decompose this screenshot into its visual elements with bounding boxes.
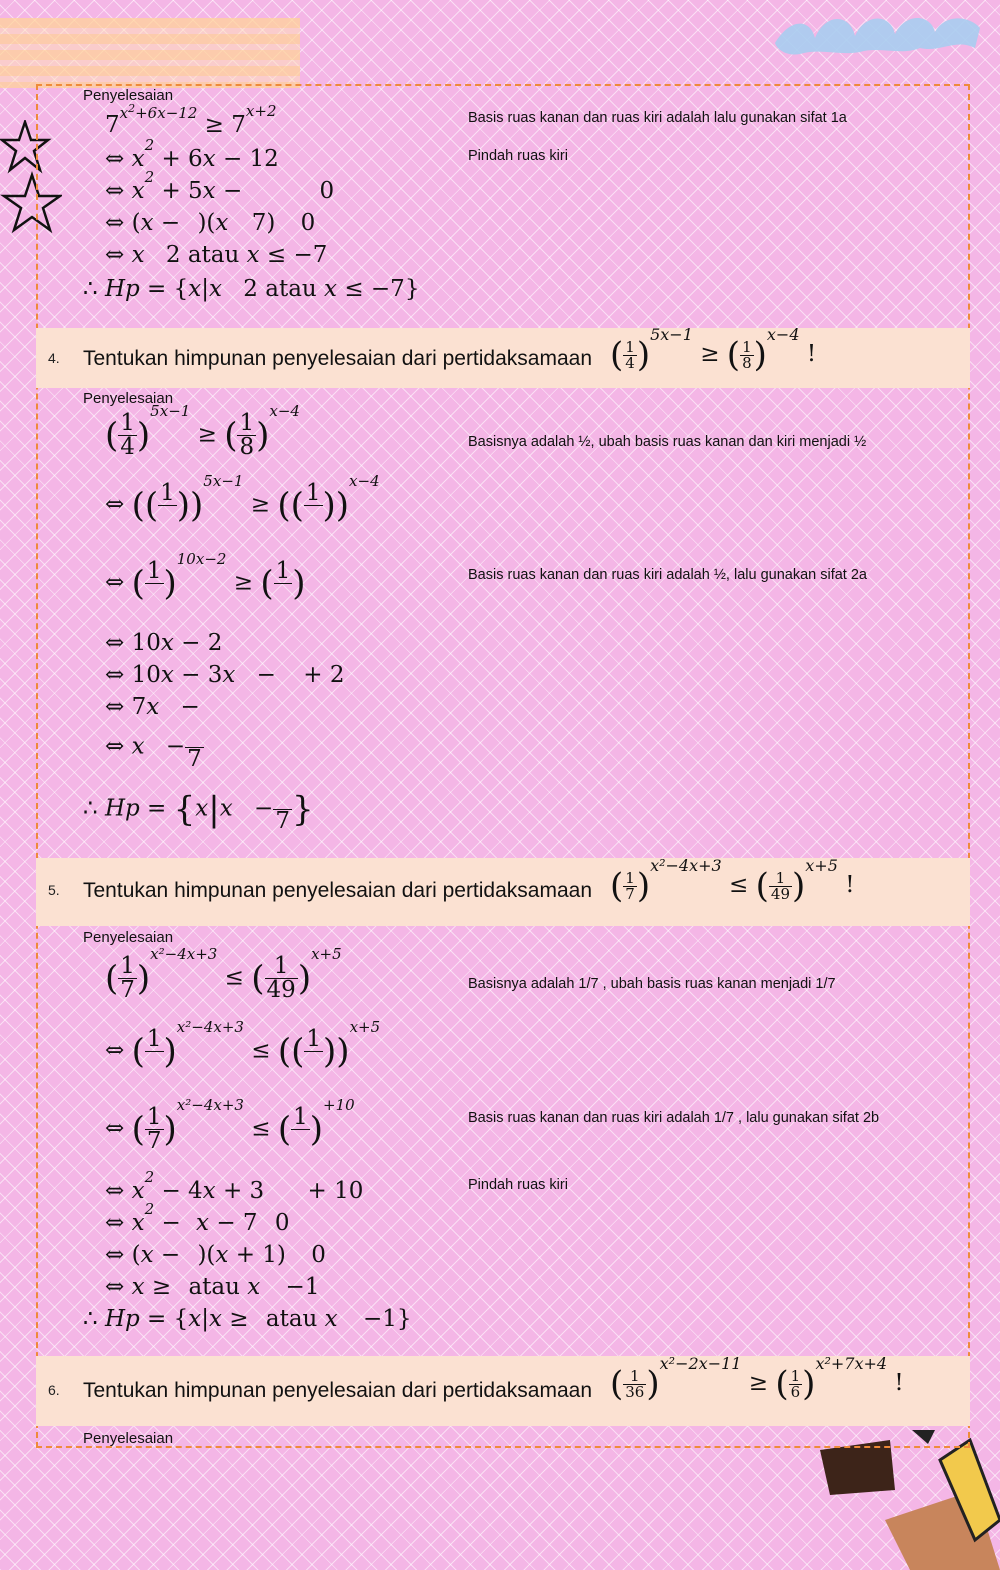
highlighter-markers-decoration xyxy=(800,1430,1000,1570)
math-line: ⇔ $x^2 - x - 7$ 0 xyxy=(105,1200,290,1236)
math-line: ( $\frac{1}{4}$ )$^{5x-1}$ ≥ ( $\frac{1}{8}$ )$^{x-4}$ xyxy=(105,402,300,460)
solution-label: Penyelesaian xyxy=(83,929,174,946)
question-inequality: ( $\frac{1}{7}$ )$^{x^2-4x+3}$ ≤ ( $\frac{1}{49}$ )$^{x+5}$ ! xyxy=(610,856,855,906)
note-text: Basis ruas kanan dan ruas kiri adalah lalu gunakan sifat 1a xyxy=(468,110,847,126)
question-number: 5. xyxy=(48,882,60,898)
math-line: ⇔ $x^2 - 4x + 3 + 10$ xyxy=(105,1168,364,1204)
math-line: ⇔ ( $\frac{1}{7}$ )$^{x^2-4x+3}$ ≤ ( 1 )$^{+10}$ xyxy=(105,1096,355,1154)
note-text: Pindah ruas kiri xyxy=(468,148,568,164)
question-number: 6. xyxy=(48,1382,60,1398)
math-line: ⇔ 10x − 2 xyxy=(105,630,223,656)
math-line: ⇔ $x^2 + 6x - 12$ xyxy=(105,136,279,172)
math-line: ⇔ $x^2 + 5x - 0$ xyxy=(105,168,335,204)
math-line: ⇔ 7x − xyxy=(105,694,200,720)
note-text: Basisnya adalah 1/7 , ubah basis ruas kanan menjadi 1/7 xyxy=(468,976,836,992)
question-inequality: ( $\frac{1}{4}$ )$^{5x-1}$ ≥ ( $\frac{1}{8}$ )$^{x-4}$ ! xyxy=(610,325,817,375)
math-line: ⇔ (x − )(x 7) 0 xyxy=(105,210,316,236)
math-line: ⇔ ( 1 )$^{x^2-4x+3}$ ≤ (( 1 ))$^{x+5}$ xyxy=(105,1018,381,1072)
note-text: Basisnya adalah ½, ubah basis ruas kanan dan kiri menjadi ½ xyxy=(468,434,867,450)
question-text: Tentukan himpunan penyelesaian dari pertidaksamaan xyxy=(83,347,593,370)
math-conclusion: ∴ Hp = {x|x − 7 } xyxy=(83,786,314,833)
math-conclusion: ∴ Hp = {x|x ≥ atau x −1} xyxy=(83,1306,412,1332)
math-line: ⇔ x − 7 xyxy=(105,724,204,771)
solution-label: Penyelesaian xyxy=(83,1430,174,1447)
math-line: ⇔ (( 1 ))$^{5x-1}$ ≥ (( 1 ))$^{x-4}$ xyxy=(105,472,380,526)
math-line: ⇔ ( 1 )$^{10x-2}$ ≥ ( 1 ) xyxy=(105,550,306,604)
question-text: Tentukan himpunan penyelesaian dari pertidaksamaan xyxy=(83,879,593,902)
washi-tape-decoration xyxy=(0,18,300,88)
solution-label: Penyelesaian xyxy=(83,390,174,407)
note-text: Basis ruas kanan dan ruas kiri adalah ½, lalu gunakan sifat 2a xyxy=(468,567,867,583)
cloud-scribble-decoration xyxy=(770,8,985,58)
math-line: ( $\frac{1}{7}$ )$^{x^2-4x+3}$ ≤ ( $\frac{1}{49}$ )$^{x+5}$ xyxy=(105,945,342,1003)
question-number: 4. xyxy=(48,350,60,366)
question-inequality: ( $\frac{1}{36}$ )$^{x^2-2x-11}$ ≥ ( $\frac{1}{6}$ )$^{x^2+7x+4}$ ! xyxy=(610,1354,904,1404)
math-line: ⇔ x 2 atau x ≤ −7 xyxy=(105,242,328,268)
math-conclusion: ∴ Hp = {x|x 2 atau x ≤ −7} xyxy=(83,276,420,302)
math-line: ⇔ 10x − 3x − + 2 xyxy=(105,662,345,688)
question-text: Tentukan himpunan penyelesaian dari pertidaksamaan xyxy=(83,1379,593,1402)
math-line: ⇔ x ≥ atau x −1 xyxy=(105,1274,320,1300)
note-text: Pindah ruas kiri xyxy=(468,1177,568,1193)
solution-label: Penyelesaian xyxy=(83,87,174,104)
math-line: $7^{x^2+6x-12} \ge 7^{x+2}$ xyxy=(105,102,277,138)
note-text: Basis ruas kanan dan ruas kiri adalah 1/7 , lalu gunakan sifat 2b xyxy=(468,1110,880,1126)
math-line: ⇔ (x − )(x + 1) 0 xyxy=(105,1242,326,1268)
